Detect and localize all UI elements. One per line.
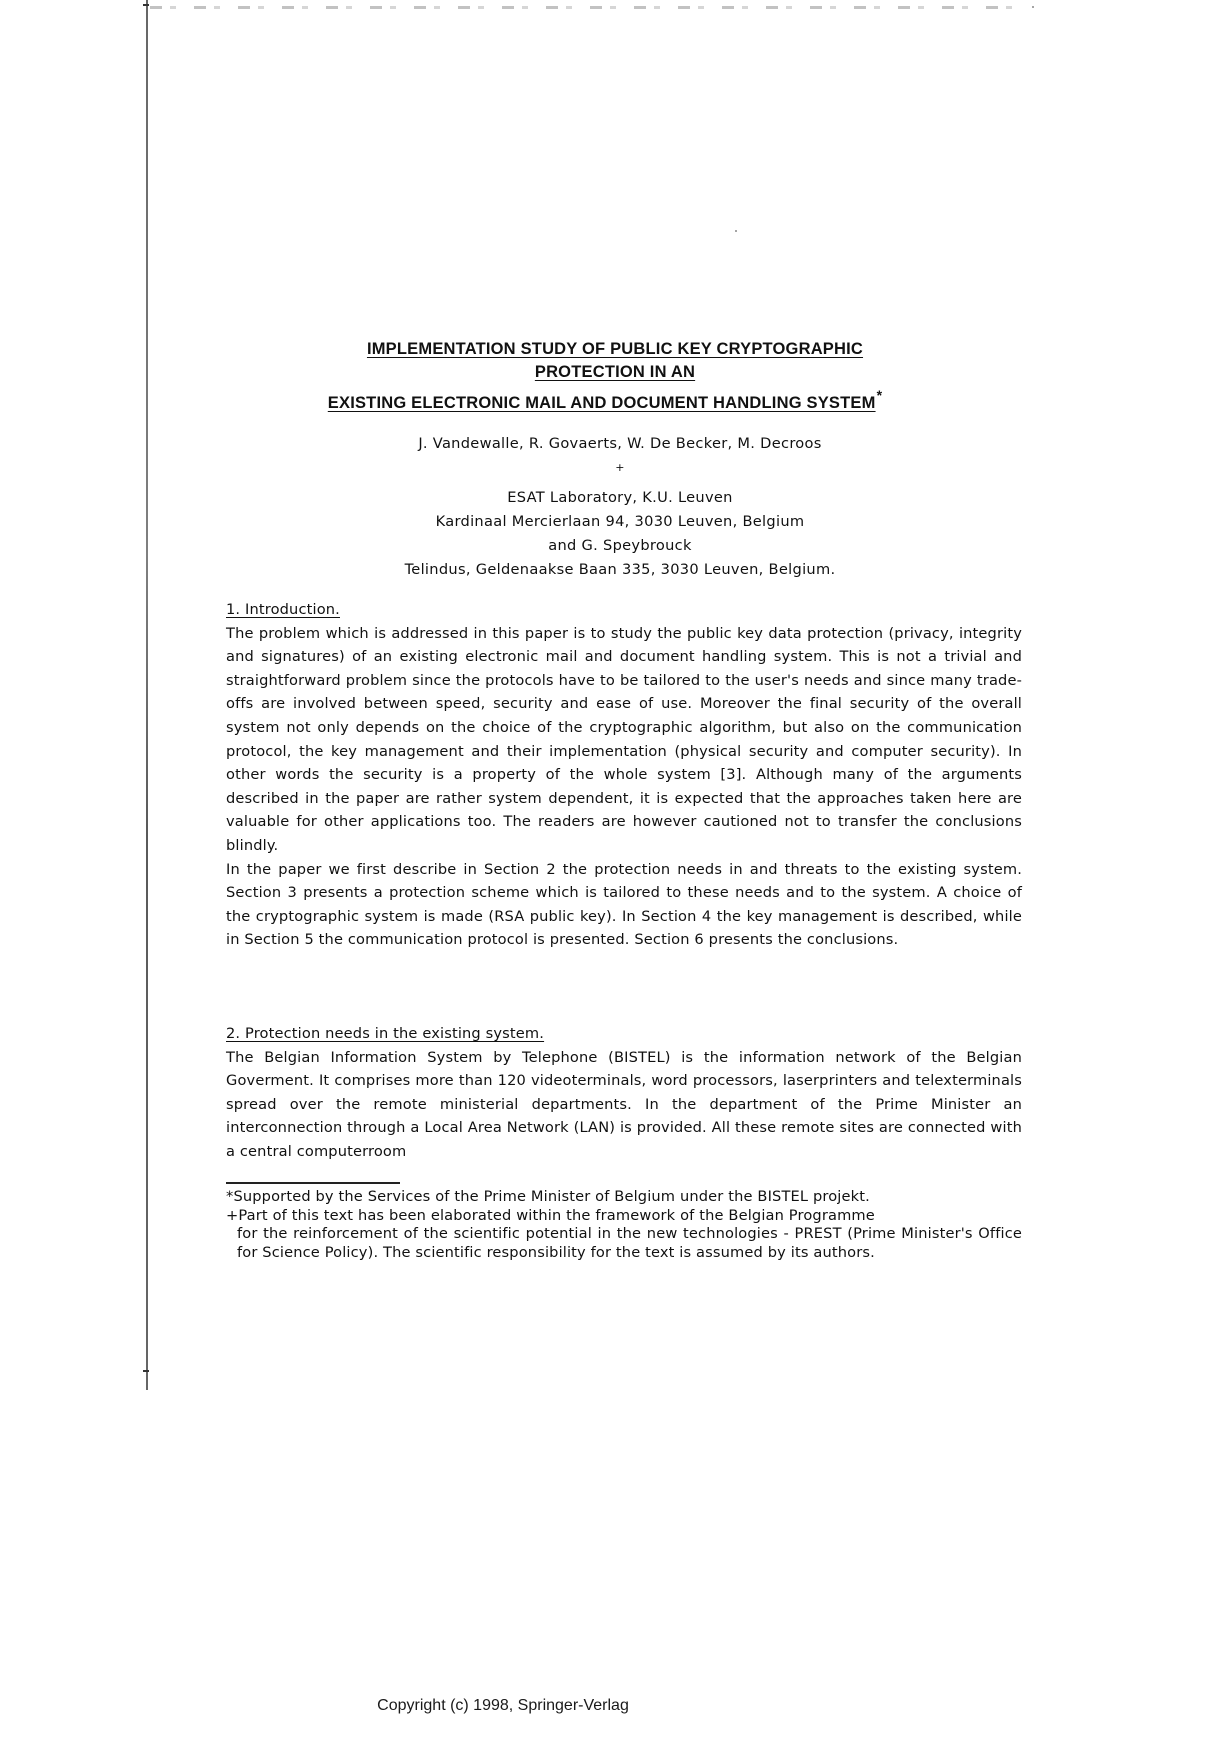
copyright-notice (0, 1697, 1006, 1715)
footnote-1: *Supported by the Services of the Prime Minister of Belgium under the BISTEL projekt. (226, 1188, 870, 1205)
footnotes (226, 1188, 1022, 1262)
author-line-1 (300, 432, 940, 486)
title-line-3-text: EXISTING ELECTRONIC MAIL AND DOCUMENT HANDLING SYSTEM (327, 394, 876, 412)
section-heading-2: 2. Protection needs in the existing system. (226, 1025, 545, 1042)
title-line-3 (270, 384, 940, 415)
copyright-text: Copyright (c) 1998, Springer-Verlag (377, 1697, 629, 1714)
scan-top-noise (150, 6, 1030, 9)
title-line-1: IMPLEMENTATION STUDY OF PUBLIC KEY CRYPTOGRAPHIC (366, 340, 864, 358)
section-protection-needs (226, 1022, 1022, 1164)
author-footnote-mark: + (615, 461, 625, 474)
author-address: Kardinaal Mercierlaan 94, 3030 Leuven, Belgium (435, 513, 805, 530)
footnote-2-first-line: +Part of this text has been elaborated within the framework of the Belgian Programme (226, 1206, 875, 1224)
scan-binding-edge (146, 0, 148, 1390)
paper-title (290, 338, 940, 415)
section-heading-1: 1. Introduction. (226, 601, 340, 618)
author-line-4: and G. Speybrouck (548, 537, 692, 554)
section-introduction (226, 598, 1022, 952)
author-affiliation: ESAT Laboratory, K.U. Leuven (507, 489, 733, 506)
author-block (300, 432, 940, 582)
footnote-2-continuation: for the reinforcement of the scientific potential in the new technologies - PREST (Prime Minister's Office for Science Policy). The scientific responsibility for the text is assumed by its authors. (237, 1225, 1022, 1261)
title-footnote-mark: * (876, 387, 883, 403)
author-address-2: Telindus, Geldenaakse Baan 335, 3030 Leuven, Belgium. (404, 561, 836, 578)
author-names: J. Vandewalle, R. Govaerts, W. De Becker, M. Decroos (418, 435, 822, 452)
scan-speck (1032, 6, 1034, 8)
intro-paragraph-2: In the paper we first describe in Section 2 the protection needs in and threats to the existing system. Section 3 presents a protection scheme which is tailored to these needs and to the system. A choice of the cryptographic system is made (RSA public key). In Section 4 the key management is described, while in Section 5 the communication protocol is presented. Section 6 presents the conclusions. (226, 860, 1022, 949)
footnote-rule (226, 1182, 400, 1184)
section2-paragraph-1: The Belgian Information System by Telephone (BISTEL) is the information network of the Belgian Goverment. It comprises more than 120 videoterminals, word processors, laserprinters and telexterminals spread over the remote ministerial departments. In the department of the Prime Minister an interconnection through a Local Area Network (LAN) is provided. All these remote sites are connected with a central computerroom (226, 1048, 1022, 1160)
scan-binding-tick (143, 4, 149, 6)
scan-binding-tick (143, 1370, 149, 1372)
title-line-2: PROTECTION IN AN (534, 363, 696, 381)
intro-paragraph-1: The problem which is addressed in this paper is to study the public key data protection (privacy, integrity and signatures) of an existing electronic mail and document handling system. This is not a trivial and straightforward problem since the protocols have to be tailored to the user's needs and since many trade-offs are involved between speed, security and ease of use. Moreover the final security of the overall system not only depends on the choice of the cryptographic algorithm, but also on the communication protocol, the key management and their implementation (physical security and computer security). In other words the security is a property of the whole system [3]. Although many of the arguments described in the paper are rather system dependent, it is expected that the approaches taken here are valuable for other applications too. The readers are however cautioned not to transfer the conclusions blindly. (226, 624, 1022, 854)
scan-speck (735, 230, 737, 232)
